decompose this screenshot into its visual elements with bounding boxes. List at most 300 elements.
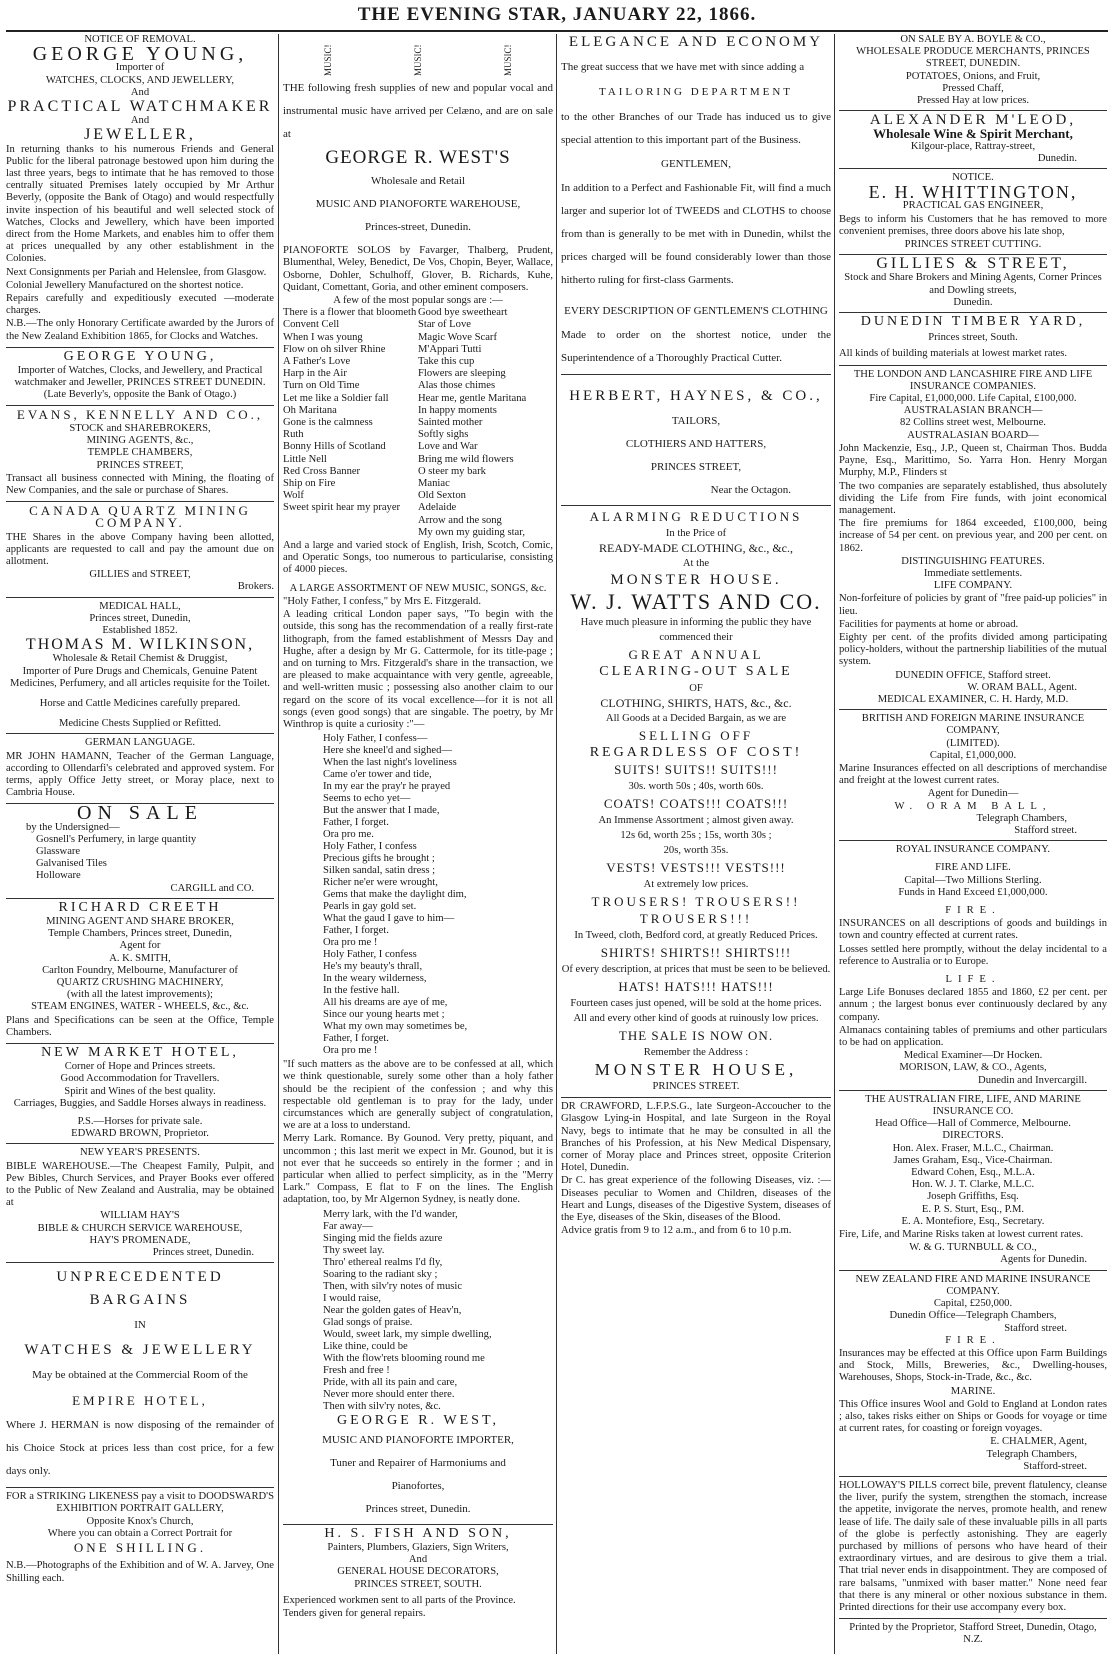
ad-evans-kennelly (6, 406, 274, 502)
column-divider (834, 34, 835, 1654)
ad-body: Facilities for payments at home or abroad. (839, 618, 1019, 630)
ad-line: PRINCES STREET, SOUTH. (354, 1578, 482, 1590)
ad-australian-fire (839, 1094, 1107, 1271)
ad-holloways-pills (839, 1480, 1107, 1619)
ad-body: A leading critical London paper says, "To begin with the outside, this song has the recommendation of a really first-rate lithograph, from the famed establishment of Messrs Day and Hughe, after a design by Mr G. Cattermole, for its title-page ; and on turning to Mrs. Fitzgerald's share in the transaction, we are pleased to make acquaintance with very gentle, agreeable, and well-written music ; possessing also another claim to our regard on the score of its vocal excellence—for it is not all songs (even good songs) that are singable. The poetry, by Mr Winthrop is quite a curiosity :"— (283, 609, 553, 730)
ad-body: The great success that we have met with since adding a (561, 61, 805, 74)
ad-line: Stafford street. (1004, 1322, 1067, 1334)
ad-title: ON SALE (77, 802, 203, 825)
verse-line: Thro' ethereal realms I'd fly, (323, 1256, 443, 1268)
ad-line: Princes street, South. (928, 332, 1018, 344)
ad-line: TROUSERS! TROUSERS!! (591, 894, 801, 910)
ad-line: SHIRTS! SHIRTS!! SHIRTS!!! (600, 945, 792, 961)
ad-body: And a large and varied stock of English, Irish, Scotch, Comic, and Operatic Songs, too numerous to particularise, consisting of 4000 pieces. (283, 540, 553, 576)
ad-line: HAY'S PROMENADE, (89, 1234, 191, 1246)
song-title: Take this cup (418, 356, 475, 368)
ad-line: Glassware (36, 845, 81, 857)
ad-line: TEMPLE CHAMBERS, (87, 447, 193, 459)
ad-london-lancashire (839, 369, 1107, 710)
verse-line: Silken sandal, satin dress ; (323, 865, 436, 877)
ad-line: MEDICAL EXAMINER, C. H. Hardy, M.D. (877, 693, 1069, 705)
ad-whittington (839, 172, 1107, 255)
verse-line: In my ear the pray'r he prayed (323, 781, 451, 793)
ad-striking-likeness (6, 1491, 274, 1588)
column-divider (278, 34, 279, 1654)
ad-body: All kinds of building materials at lowest market rates. (839, 348, 1068, 360)
ad-line: PRINCES STREET, (96, 459, 184, 471)
verse-line: With the flow'rets blooming round me (323, 1352, 485, 1364)
ad-line: QUARTZ CRUSHING MACHINERY, (56, 977, 224, 989)
ad-line: W. & G. TURNBULL & CO., (909, 1242, 1037, 1254)
ad-line: E. A. Montefiore, Esq., Secretary. (901, 1215, 1045, 1227)
ad-signature: Brokers. (237, 581, 274, 593)
song-title: Maniac (418, 478, 450, 490)
ad-line: Immediate settlements. (923, 567, 1023, 579)
song-list-left (283, 307, 418, 539)
stamp-text: MUSIC! (322, 44, 333, 76)
verse-line: Ora pro me. (323, 829, 374, 841)
ad-title: THE AUSTRALIAN FIRE, LIFE, AND MARINE INSURANCE CO. (865, 1093, 1081, 1118)
ad-body: Experienced workmen sent to all parts of the Province. (283, 1594, 516, 1606)
ad-body: MR JOHN HAMANN, Teacher of the German Language, according to Ollendarfi's celebrated and approved system. For terms, apply Office Jetty street, or Moray place, next to Cambria House. (6, 750, 274, 799)
song-title: Sweet spirit hear my prayer (283, 502, 401, 514)
ad-line: Have much pleasure in informing the public they have commenced their (580, 617, 812, 644)
ad-line: COATS! COATS!!! COATS!!! (603, 796, 789, 812)
column-3 (561, 34, 831, 1654)
ad-line: E. P. S. Sturt, Esq., P.M. (921, 1203, 1025, 1215)
ad-line: AUSTRALASIAN BOARD— (907, 429, 1039, 441)
ad-title: NEW ZEALAND FIRE AND MARINE INSURANCE COMPANY. (855, 1273, 1091, 1297)
ad-line: Established 1852. (102, 624, 178, 636)
ad-line: Agent for Dunedin— (927, 788, 1019, 800)
ad-title: ALARMING REDUCTIONS (589, 509, 803, 525)
ad-line: Edward Cohen, Esq., M.L.A. (911, 1167, 1035, 1179)
ad-line: Temple Chambers, Princes street, Dunedin, (48, 928, 232, 940)
ad-title: EVANS, KENNELLY AND CO., (16, 406, 264, 422)
ad-richard-creeth (6, 899, 274, 1044)
ad-line: 12s 6d, worth 25s ; 15s, worth 30s ; (620, 830, 772, 842)
ad-line: Dunedin and Invercargill. (978, 1074, 1087, 1086)
ad-line: Hon. W. J. T. Clarke, M.L.C. (911, 1179, 1035, 1191)
ad-gillies-street (839, 255, 1107, 313)
song-title: Little Nell (283, 453, 327, 465)
ad-line: DISTINGUISHING FEATURES. (901, 555, 1045, 567)
ad-line: All Goods at a Decided Bargain, as we are (605, 713, 787, 725)
ad-body: "If such matters as the above are to be confessed at all, which we think questionable, surely some other than a holy father should be the recipient of the confession ; and why this respectable old gentleman is to pray for the lady, under circumstances which are generally subject of congratulation, we are at a loss to understand. (283, 1059, 553, 1132)
ad-title: THE LONDON AND LANCASHIRE FIRE AND LIFE INSURANCE COMPANIES. (853, 368, 1093, 392)
song-title: Oh Maritana (283, 404, 337, 416)
ad-line: Pressed Chaff, (942, 82, 1004, 94)
song-title: Bonny Hills of Scotland (283, 441, 386, 453)
ad-title: ELEGANCE AND ECONOMY (568, 34, 824, 50)
ad-title: ROYAL INSURANCE COMPANY. (895, 844, 1051, 856)
ad-body: to the other Branches of our Trade has induced us to give special attention to this important part of the Business. (561, 111, 831, 147)
ad-body: THE following fresh supplies of new and popular vocal and instrumental music have arrived per Celæno, and are on sale at (283, 82, 553, 140)
song-title: Gone is the calmness (283, 417, 373, 429)
ad-line: Galvanised Tiles (36, 858, 107, 870)
ad-title: W. J. WATTS AND CO. (570, 589, 822, 615)
verse-line: Thy sweet lay. (323, 1244, 385, 1256)
song-title: Harp in the Air (283, 368, 347, 380)
ad-unprecedented-bargains (6, 1266, 274, 1488)
song-title: Red Cross Banner (283, 465, 361, 477)
ad-body: Repairs carefully and expeditiously executed —moderate charges. (6, 293, 274, 317)
ad-body: Fire, Life, and Marine Risks taken at lowest current rates. (839, 1229, 1084, 1241)
verse-line: Then, with silv'ry notes of music (323, 1280, 463, 1292)
verse-line: What the gaud I gave to him— (323, 913, 455, 925)
verse-line: Would, sweet lark, my simple dwelling, (323, 1328, 492, 1340)
ad-body: Where J. HERMAN is now disposing of the remainder of his Choice Stock at prices less than cost price, for a few days only. (6, 1419, 274, 1478)
song-title: Adelaide (418, 502, 457, 514)
ad-line: Opposite Knox's Church, (86, 1515, 194, 1527)
ad-line: JEWELLER, (84, 126, 196, 144)
verse-line: Holy Father, I confess (323, 949, 417, 961)
ad-body: HOLLOWAY'S PILLS correct bile, prevent flatulency, cleanse the liver, purify the system, strengthen the stomach, increase the appetite, invigorate the nerves, promote health, and renew lease of life. The daily sale of these invaluable pills in all parts of the globe is perfectly astonishing. They are eagerly purchased by millions of persons who have heard of their extraordinary virtues, and are desirous to give them a trial. That trial never ends in disappointment. They are composed of rare balsams, "unmixed with baser matter." None need fear that there is any mineral or other noxious substance in them. Printed directions for their use accompany every box. (839, 1479, 1107, 1613)
ad-line: Near the Octagon. (710, 484, 791, 497)
ad-line: Stafford-street. (1023, 1460, 1087, 1472)
masthead: THE EVENING STAR, JANUARY 22, 1866. (357, 4, 757, 25)
ad-line: GENERAL HOUSE DECORATORS, (337, 1566, 499, 1578)
ad-line: Princes street, Dunedin, (89, 612, 191, 624)
ad-line: FIRE. (945, 1334, 1001, 1346)
ad-line: Holloware (36, 870, 81, 882)
ad-royal-insurance (839, 844, 1107, 1091)
ad-body: N.B.—Photographs of the Exhibition and of W. A. Jarvey, One Shilling each. (6, 1560, 274, 1584)
ad-body: PIANOFORTE SOLOS by Favarger, Thalberg, Prudent, Blumenthal, Weley, Benedict, De Vos, Chopin, Beyer, Wallace, Osborne, Dohler, Schulhoff, Glover, B. Richards, Kuhe, Quidant, Comettant, Goria, and other eminent composers. (283, 245, 553, 293)
ad-line: FIRE. (945, 905, 1001, 916)
song-title: Bring me wild flowers (418, 453, 514, 465)
song-title: Convent Cell (283, 319, 340, 331)
song-title: O steer my bark (418, 465, 486, 477)
ad-body: The fire premiums for 1864 exceeded, £100,000, being increase of 54 per cent. on previous year, and 200 per cent. on 1862. (839, 518, 1107, 554)
song-list (283, 307, 553, 539)
ad-line: At extremely low prices. (643, 879, 749, 891)
verse-merry-lark (283, 1209, 553, 1413)
verse-line: Near the golden gates of Heav'n, (323, 1304, 462, 1316)
ad-alexander-mleod (839, 114, 1107, 169)
verse-line: Precious gifts he brought ; (323, 853, 435, 865)
ad-title: WATCHES & JEWELLERY (24, 1342, 256, 1359)
ad-body: THE Shares in the above Company having been allotted, applicants are requested to call and pay the amount due on allotment. (6, 531, 274, 567)
ad-line: PRINCES STREET, (650, 461, 742, 474)
ad-line: Agent for (119, 940, 161, 952)
ad-line: PRINCES STREET CUTTING. (904, 239, 1042, 251)
verse-line: All his dreams are aye of me, (323, 997, 448, 1009)
ad-line: DUNEDIN OFFICE, Stafford street. (895, 669, 1051, 681)
ad-line: A few of the most popular songs are :— (333, 295, 503, 307)
ad-line: Funds in Hand Exceed £1,000,000. (898, 886, 1048, 898)
ad-title: NEW YEAR'S PRESENTS. (80, 1147, 200, 1159)
ad-line: STOCK and SHAREBROKERS, (69, 422, 211, 434)
ad-title: RICHARD CREETH (58, 899, 222, 915)
ad-line: Capital, £250,000. (933, 1298, 1013, 1310)
ad-line: BIBLE & CHURCH SERVICE WAREHOUSE, (37, 1222, 243, 1234)
ad-body: Transact all business connected with Mining, the floating of New Companies, and the sale or purchase of Shares. (6, 472, 274, 496)
ad-line: E. CHALMER, Agent, (990, 1436, 1087, 1448)
ad-body: Marine Insurances effected on all descriptions of merchandise and freight at the lowest current rates. (839, 762, 1107, 787)
ad-line: POTATOES, Onions, and Fruit, (905, 70, 1041, 82)
ad-line: Princes street, Dunedin. (365, 1502, 471, 1515)
ad-line: MARINE. (950, 1385, 996, 1397)
ad-line: 30s. worth 50s ; 40s, worth 60s. (628, 781, 764, 793)
ad-line: ONE SHILLING. (73, 1540, 207, 1556)
verse-line: When the last night's loveliness (323, 757, 457, 769)
ad-line: Telegraph Chambers, (986, 1448, 1077, 1460)
ad-line: REGARDLESS OF COST! (589, 745, 803, 761)
ad-line: In Tweed, cloth, Bedford cord, at greatly Reduced Prices. (574, 930, 818, 942)
ad-line: All and every other kind of goods at ruinously low prices. (573, 1013, 819, 1025)
ad-body: (Late Beverly's, opposite the Bank of Otago.) (43, 389, 237, 401)
ad-heading: NOTICE OF REMOVAL. (84, 34, 196, 45)
ad-line: Head Office—Hall of Commerce, Melbourne. (875, 1118, 1071, 1130)
ad-title: NEW MARKET HOTEL, (41, 1045, 239, 1061)
ad-line: MUSIC AND PIANOFORTE IMPORTER, (322, 1433, 514, 1446)
song-title: My own my guiding star, (418, 526, 525, 538)
ad-body: Almanacs containing tables of premiums and other particulars to be had on application. (839, 1024, 1107, 1049)
ad-body: Tenders given for general repairs. (283, 1607, 426, 1619)
ad-line: TAILORING DEPARTMENT (598, 86, 794, 99)
ad-line: May be obtained at the Commercial Room of the (32, 1369, 248, 1382)
ad-title: GEORGE YOUNG, (32, 43, 248, 66)
verse-line: Ora pro me ! (323, 937, 378, 949)
ad-title: GEORGE R. WEST'S (325, 147, 511, 168)
ad-line: VESTS! VESTS!!! VESTS!!! (606, 860, 786, 876)
song-title: Star of Love (418, 319, 471, 331)
ad-title: ON SALE BY A. BOYLE & CO., (900, 34, 1046, 45)
column-1 (6, 34, 274, 1654)
ad-herbert-haynes (561, 385, 831, 506)
ad-line: AUSTRALASIAN BRANCH— (903, 405, 1043, 417)
ad-title: DUNEDIN TIMBER YARD, (860, 314, 1086, 330)
ad-line: Princes street, Dunedin. (152, 1247, 254, 1259)
ad-title: GILLIES & STREET, (876, 255, 1070, 273)
ad-line: CLEARING-OUT SALE (599, 664, 793, 680)
ad-title: HERBERT, HAYNES, & CO., (569, 388, 823, 405)
ad-line: WILLIAM HAY'S (100, 1210, 180, 1222)
verse-line: Seems to echo yet— (323, 793, 411, 805)
ad-line: Pressed Hay at low prices. (916, 95, 1030, 107)
ad-line: SELLING OFF (638, 728, 754, 744)
ad-line: STEAM ENGINES, WATER - WHEELS, &c., &c. (31, 1001, 249, 1013)
ad-line: FIRE AND LIFE. (935, 862, 1011, 874)
ad-george-young (6, 34, 274, 348)
ad-line: Joseph Griffiths, Esq. (927, 1191, 1019, 1203)
verse-line: Singing mid the fields azure (323, 1232, 443, 1244)
song-title: There is a flower that bloometh (283, 307, 417, 319)
ad-line: Fourteen cases just opened, will be sold at the home prices. (570, 998, 822, 1010)
ad-heading: NOTICE. (952, 172, 994, 184)
verse-line: Never more should enter there. (323, 1388, 455, 1400)
imprint-text: Printed by the Proprietor, Stafford Street, Dunedin, Otago, N.Z. (849, 1622, 1097, 1646)
verse-line: Merry lark, with the I'd wander, (323, 1208, 458, 1220)
ad-line: MORISON, LAW, & CO., Agents, (899, 1062, 1047, 1074)
song-title: Alas those chimes (418, 380, 496, 392)
ad-line: PRINCES STREET. (652, 1081, 740, 1093)
ad-title: ALEXANDER M'LEOD, (869, 112, 1077, 129)
ad-a-boyle (839, 34, 1107, 111)
ad-line: MINING AGENTS, &c., (86, 435, 194, 447)
song-title: Old Sexton (418, 490, 466, 502)
ad-line: Dunedin. (953, 296, 993, 308)
ad-line: IN (134, 1319, 146, 1332)
verse-line: Glad songs of praise. (323, 1316, 413, 1328)
ad-line: Princes-street, Dunedin. (365, 221, 471, 234)
song-title: Good bye sweetheart (418, 307, 508, 319)
ad-body: BIBLE WAREHOUSE.—The Cheapest Family, Pulpit, and Pew Bibles, Church Services, and Prayer Books ever offered to the Public of New Zealand and Australia, may be obtained at (6, 1160, 274, 1209)
stamp-text: MUSIC! (502, 44, 513, 76)
ad-line: by the Undersigned— (26, 821, 120, 833)
ad-george-west (283, 34, 553, 1525)
ad-title: FOR a STRIKING LIKENESS pay a visit to DOODSWARD'S (6, 1491, 274, 1503)
ad-german-language (6, 737, 274, 804)
verse-line: In the weary wilderness, (323, 973, 427, 985)
ad-line: Wholesale & Retail Chemist & Druggist, (52, 653, 228, 665)
ad-body: Dr C. has great experience of the following Diseases, viz. :—Diseases peculiar to Women and Children, diseases of the Heart and Lungs, diseases of the Digestive System, diseases of the Eye, diseases of the Skin, diseases of the Blood. (561, 1175, 831, 1224)
ad-line: Capital, £1,000,000. (929, 749, 1017, 761)
ad-line: P.S.—Horses for private sale. (77, 1116, 203, 1128)
ad-line: READY-MADE CLOTHING, &c., &c., (599, 541, 793, 556)
ad-body: Losses settled here promptly, without the delay incidental to a reference to Australia or to Europe. (839, 943, 1107, 967)
ad-line: Carlton Foundry, Melbourne, Manufacturer of (42, 964, 238, 976)
verse-line: But the answer that I made, (323, 805, 440, 817)
song-title: A Father's Love (283, 356, 351, 368)
column-4 (839, 34, 1107, 1654)
stamp-text: MUSIC! (412, 44, 423, 76)
ad-line: MINING AGENT AND SHARE BROKER, (46, 916, 234, 927)
ad-line: WHOLESALE PRODUCE MERCHANTS, PRINCES STREET, DUNEDIN. (856, 46, 1090, 70)
ad-line: Wholesale Wine & Spirit Merchant, (873, 126, 1073, 142)
ad-line: Dunedin. (1037, 152, 1077, 164)
ad-line: At the (682, 558, 710, 570)
masthead-rule (6, 30, 1108, 32)
ad-line: LIFE. (945, 974, 1001, 986)
song-title: Softly sighs (418, 429, 469, 441)
ad-canada-quartz (6, 505, 274, 597)
ad-on-sale (6, 802, 274, 898)
ad-signature: GILLIES and STREET, (89, 569, 191, 581)
ad-line: (with all the latest improvements); (67, 989, 213, 1001)
verse-line: Here she kneel'd and sighed— (323, 745, 452, 757)
ad-body: In addition to a Perfect and Fashionable Fit, will find a much larger and superior lot of TWEEDS and CLOTHS to choose from than is generally to be met with in Dunedin, whilst the prices charged will be found considerably lower than those hitherto ruling for first-class Garments. (561, 182, 831, 287)
song-title: Let me like a Soldier fall (283, 392, 389, 404)
ad-line: Telegraph Chambers, (976, 812, 1067, 824)
ad-body: INSURANCES on all descriptions of goods and buildings in town and country effected at current rates. (839, 918, 1107, 942)
ad-body: Insurances may be effected at this Office upon Farm Buildings and Stock, Mills, Breweries, &c., Dwelling-houses, Warehouses, Shops, Stock-in-Trade, &c., &c. (839, 1347, 1107, 1384)
verse-line: Pride, with all its pain and care, (323, 1376, 458, 1388)
ad-line: LIFE COMPANY. (933, 580, 1013, 592)
ad-line: Spirit and Wines of the best quality. (64, 1085, 216, 1097)
ad-line: Importer of Pure Drugs and Chemicals, Genuine Patent Medicines, Perfumery, and all articles requisite for the Toilet. (10, 665, 270, 689)
ad-line: 20s, worth 35s. (663, 845, 729, 857)
ad-line: W. ORAM BALL, (894, 800, 1052, 812)
ad-line: Capital—Two Millions Sterling. (904, 874, 1042, 886)
ad-line: PRACTICAL GAS ENGINEER, (902, 200, 1044, 212)
verse-line: Ora pro me ! (323, 1045, 378, 1057)
ad-title: THOMAS M. WILKINSON, (25, 636, 255, 654)
verse-line: I would raise, (323, 1292, 381, 1304)
verse-line: Holy Father, I confess (323, 841, 417, 853)
ad-body: Advice gratis from 9 to 12 a.m., and from 6 to 10 p.m. (561, 1225, 792, 1237)
ad-body: "Holy Father, I confess," by Mrs E. Fitzgerald. (283, 595, 481, 607)
ad-body: N.B.—The only Honorary Certificate awarded by the Jurors of the New Zealand Exhibition 1865, for Clocks and Watches. (6, 318, 274, 342)
verse-line: He's my beauty's thrall, (323, 961, 423, 973)
ad-line: GREAT ANNUAL (628, 647, 764, 663)
ad-line: In the Price of (665, 528, 727, 540)
ad-body: This Office insures Wool and Gold to England at London rates ; also, takes risks either on Ships or Goods for voyage or time at current rates, for coasting or foreign voyages. (839, 1398, 1107, 1435)
ad-line: CLOTHIERS AND HATTERS, (625, 438, 767, 451)
ad-body: Plans and Specifications can be seen at the Office, Temple Chambers. (6, 1014, 274, 1038)
verse-holy-father (283, 733, 553, 1057)
ad-body: DR CRAWFORD, L.F.P.S.G., late Surgeon-Accoucher to the Glasgow Lying-in Hospital, and late Surgeon in the Royal Navy, begs to intimate that he may be consulted in all the Branches of his Profession, at his New Medical Dispensary, corner of Moray place and Princes street, opposite Criterion Hotel, Dunedin. (561, 1101, 831, 1174)
ad-title: A LARGE ASSORTMENT OF NEW MUSIC, SONGS, &c. (289, 582, 547, 594)
song-title: In happy moments (418, 404, 497, 416)
ad-line: (LIMITED). (946, 737, 1000, 749)
ad-line: EMPIRE HOTEL, (72, 1393, 208, 1409)
ad-line: WATCHES, CLOCKS, AND JEWELLERY, (45, 74, 235, 86)
ad-line: Corner of Hope and Princes streets. (64, 1061, 216, 1073)
song-title: M'Appari Tutti (418, 343, 482, 355)
ad-line: 82 Collins street west, Melbourne. (900, 417, 1046, 429)
ad-signature: CARGILL and CO. (170, 882, 254, 894)
song-title: Arrow and the song (418, 514, 502, 526)
song-title: Wolf (283, 490, 304, 502)
ad-line: CLOTHING, SHIRTS, HATS, &c., &c. (600, 696, 792, 711)
song-title: Flow on oh silver Rhine (283, 343, 386, 355)
ad-british-foreign (839, 713, 1107, 841)
ad-line: GENTLEMEN, (661, 158, 731, 171)
ad-line: James Graham, Esq., Vice-Chairman. (893, 1154, 1053, 1166)
ad-body: Non-forfeiture of policies by grant of "free paid-up policies" in lieu. (839, 593, 1107, 617)
song-title: Magic Wove Scarf (418, 331, 497, 343)
ad-line: EXHIBITION PORTRAIT GALLERY, (56, 1503, 224, 1515)
ad-line: Dunedin Office—Telegraph Chambers, (889, 1310, 1057, 1322)
verse-line: Then with silv'ry notes, &c. (323, 1400, 441, 1412)
verse-line: Father, I forget. (323, 1033, 389, 1045)
ad-title: GERMAN LANGUAGE. (84, 737, 196, 749)
ad-george-young-2 (6, 348, 274, 406)
verse-line: In the festive hall. (323, 985, 400, 997)
ad-line: Wholesale and Retail (370, 175, 466, 188)
verse-line: What my own may sometimes be, (323, 1021, 468, 1033)
ad-line: PRACTICAL WATCHMAKER (7, 98, 273, 116)
ad-elegance-economy (561, 36, 831, 375)
ad-monster-house (561, 509, 831, 1098)
ad-body: Begs to inform his Customers that he has removed to more convenient premises, three doors above his late shop, (839, 213, 1107, 237)
ad-line: Hon. Alex. Fraser, M.L.C., Chairman. (892, 1142, 1054, 1154)
music-stamp (283, 34, 553, 76)
ad-line: Medicine Chests Supplied or Refitted. (58, 718, 222, 730)
verse-line: Soaring to the radiant sky ; (323, 1268, 438, 1280)
ad-new-years-presents (6, 1147, 274, 1263)
ad-dr-crawford (561, 1101, 831, 1241)
ad-line: And (130, 115, 150, 127)
verse-line: Holy Father, I confess— (323, 733, 428, 745)
song-title: Love and War (418, 441, 478, 453)
ad-title: GEORGE YOUNG, (63, 348, 217, 364)
verse-line: Like thine, could be (323, 1340, 408, 1352)
ad-signature: GEORGE R. WEST, (337, 1412, 499, 1428)
ad-line: Horse and Cattle Medicines carefully prepared. (39, 697, 241, 709)
ad-body: The two companies are separately established, thus absolutely dividing the Life from Fire funds, with joint economical management. (839, 480, 1107, 516)
ad-body: Large Life Bonuses declared 1855 and 1860, £2 per cent. per annum ; the largest bonus ever continuously declared by any company. (839, 987, 1107, 1023)
ad-line: Where you can obtain a Correct Portrait for (47, 1527, 233, 1539)
ad-line: Painters, Plumbers, Glaziers, Sign Writers, (327, 1541, 509, 1553)
verse-line: Came o'er tower and tide, (323, 769, 432, 781)
verse-line: Richer ne'er were wrought, (323, 877, 438, 889)
ad-line: Importer of (115, 62, 165, 74)
song-title: Flowers are sleeping (418, 368, 506, 380)
ad-line: Good Accommodation for Travellers. (60, 1073, 220, 1085)
